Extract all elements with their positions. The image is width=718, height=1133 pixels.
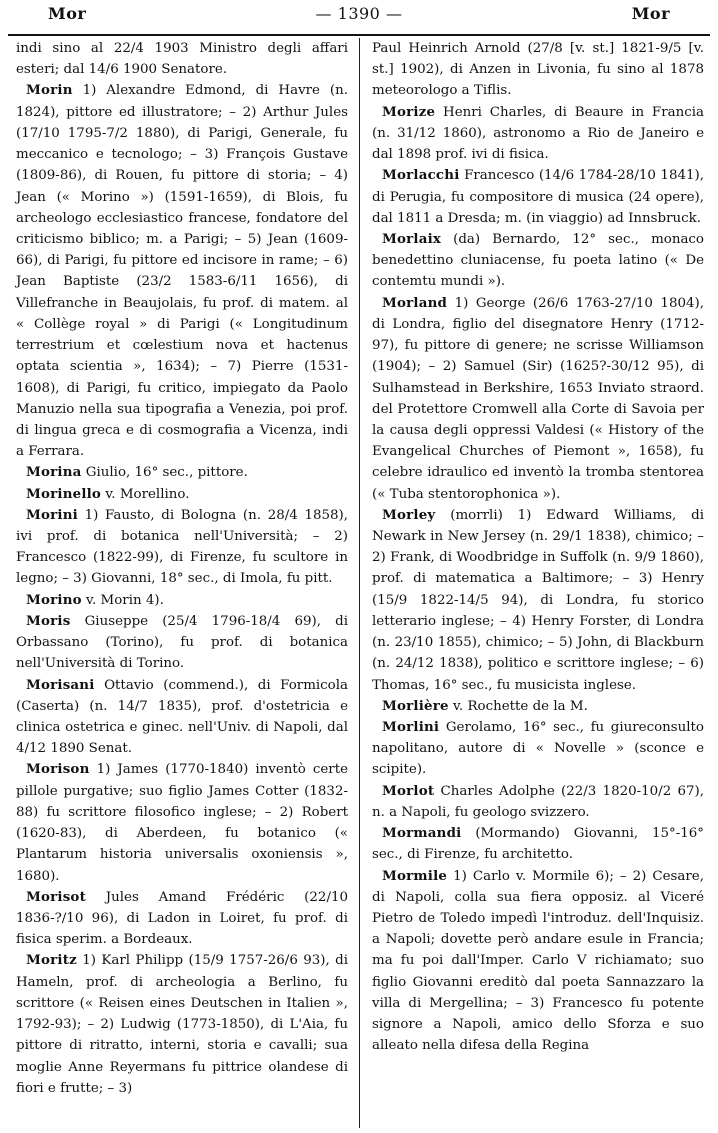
entry-headword: Mormandi [382, 825, 462, 842]
dictionary-entry [372, 823, 704, 865]
dictionary-entry [372, 717, 704, 781]
entry-headword: Moritz [26, 952, 77, 969]
dictionary-entry [16, 759, 348, 886]
entry-headword: Morino [26, 591, 82, 608]
dictionary-entry [16, 590, 348, 611]
dictionary-entry [16, 462, 348, 483]
page-header [8, 4, 710, 28]
entry-text: 1) Carlo v. Mormile 6); – 2) Cesare, di Napoli, colla sua fiera opposiz. al Viceré Pietro de Toledo impedì l'introduz. dell'Inquisiz. a Napoli; dovette però andare esule in Francia; ma fu poi dall'Imper. Carlo V richiamato; suo figlio Giovanni ereditò dal poeta Sannazzaro la villa di Mergellina; – 3) Francesco fu potente signore a Napoli, amico dello Sforza e suo alleato nella difesa della Regina [372, 868, 704, 1054]
column-divider [359, 38, 360, 1128]
dictionary-entry [372, 102, 704, 166]
entry-text: Gerolamo, 16° sec., fu giureconsulto napolitano, autore di « Novelle » (sconce e scipite). [372, 720, 704, 778]
entry-text: 1) Alexandre Edmond, di Havre (n. 1824), pittore ed illustratore; – 2) Arthur Jules (17/10 1795-7/2 1880), di Parigi, Generale, fu meccanico e tecnologo; – 3) François Gustave (1809-86), di Rouen, fu pittore di storia; – 4) Jean (« Morino ») (1591-1659), di Blois, fu archeologo ecclesiastico francese, fondatore del criticismo biblico; m. a Parigi; – 5) Jean (1609-66), di Parigi, fu pittore ed incisore in rame; – 6) Jean Baptiste (23/2 1583-6/11 1656), di Villefranche in Beaujolais, fu prof. di matem. al « Collège royal » di Parigi (« Longitudinum terrestrium et cœlestium nova et hactenus optata scientia », 1634); – 7) Pierre (1531-1608), di Parigi, fu critico, impiegato da Paolo Manuzio nella sua tipografia a Venezia, poi prof. di lingua greca e di cosmografia a Vicenza, indi a Ferrara. [16, 83, 348, 460]
entry-headword: Morley [382, 506, 436, 523]
right-column [372, 38, 704, 1057]
dictionary-entry [372, 505, 704, 696]
entry-headword: Morisani [26, 676, 95, 693]
entry-headword: Moris [26, 612, 71, 629]
entry-headword: Morinello [26, 485, 102, 502]
entry-text: Henri Charles, di Beaure in Francia (n. 31/12 1860), astronomo a Rio de Janeiro e dal 1898 prof. ivi di fisica. [372, 104, 704, 163]
entry-text: v. Rochette de la M. [452, 698, 588, 714]
entry-headword: Morlaix [382, 230, 442, 247]
entry-text: 1) James (1770-1840) inventò certe pillole purgative; suo figlio James Cotter (1832-88) fu scrittore filosofico inglese; – 2) Robert (1620-83), di Aberdeen, fu botanico (« Plantarum historia universalis oxoniensis », 1680). [16, 762, 349, 884]
dictionary-entry [16, 887, 348, 951]
page-number: — 1390 — [315, 4, 403, 23]
dictionary-entry [16, 484, 348, 505]
entry-headword: Morlière [382, 697, 449, 714]
entry-headword: Morlot [382, 782, 435, 799]
entry-text: 1) Fausto, di Bologna (n. 28/4 1858), ivi prof. di botanica nell'Università; – 2) Francesco (1822-99), di Firenze, fu scultore in legno; – 3) Giovanni, 18° sec., di Imola, fu pitt. [16, 507, 348, 587]
entry-text: (Mormando) Giovanni, 15°-16° sec., di Firenze, fu architetto. [372, 826, 704, 863]
dictionary-entry [16, 80, 348, 462]
dictionary-entry [372, 781, 704, 823]
entry-headword: Morison [26, 761, 90, 778]
entry-text: Giulio, 16° sec., pittore. [85, 465, 248, 481]
dictionary-entry [16, 611, 348, 675]
entry-headword: Morisot [26, 888, 86, 905]
dictionary-entry [16, 505, 348, 590]
dictionary-entry [372, 293, 704, 505]
entry-text: Francesco (14/6 1784-28/10 1841), di Perugia, fu compositore di musica (24 opere), dal 1811 a Dresda; m. (in viaggio) ad Innsbruck. [372, 168, 704, 226]
entry-text: Ottavio (commend.), di Formicola (Caserta) (n. 14/7 1835), prof. d'ostetricia e clinica ostetrica e ginec. nell'Univ. di Napoli, dal 4/12 1890 Senat. [16, 677, 348, 757]
running-head-left: Mor [48, 4, 87, 23]
header-rule [8, 34, 710, 36]
entry-text: v. Morin 4). [86, 592, 164, 608]
entry-text: Jules Amand Frédéric (22/10 1836-?/10 96), di Ladon in Loiret, fu prof. di fisica sperim. a Bordeaux. [16, 889, 348, 948]
entry-continuation [372, 38, 704, 102]
entry-text: (da) Bernardo, 12° sec., monaco benedettino cluniacense, fu poeta latino (« De contemtu mundi »). [372, 231, 704, 290]
entry-headword: Morlacchi [382, 167, 460, 184]
entry-headword: Mormile [382, 867, 448, 884]
entry-text: Charles Adolphe (22/3 1820-10/2 67), n. a Napoli, fu geologo svizzero. [372, 783, 704, 820]
entry-text: indi sino al 22/4 1903 Ministro degli affari esteri; dal 14/6 1900 Senatore. [16, 41, 348, 78]
entry-headword: Morlini [382, 719, 440, 735]
entry-headword: Morin [26, 82, 73, 99]
entry-text: (morrli) 1) Edward Williams, di Newark in New Jersey (n. 29/1 1838), chimico; – 2) Frank, di Woodbridge in Suffolk (n. 9/9 1860), prof. di matematica a Baltimore; – 3) Henry (15/9 1822-14/5 94), di Londra, fu storico letterario inglese; – 4) Henry Forster, di Londra (n. 23/10 1855), chimico; – 5) John, di Blackburn (n. 24/12 1838), politico e scrittore inglese; – 6) Thomas, 16° sec., fu musicista inglese. [372, 507, 704, 693]
entry-text: Paul Heinrich Arnold (27/8 [v. st.] 1821-9/5 [v. st.] 1902), di Anzen in Livonia, fu sino al 1878 meteorologo a Tiflis. [372, 41, 704, 99]
dictionary-entry [372, 866, 704, 1057]
entry-headword: Morize [382, 103, 436, 120]
entry-text: 1) George (26/6 1763-27/10 1804), di Londra, figlio del disegnatore Henry (1712-97), fu pittore di genere; ne scrisse Williamson (1904); – 2) Samuel (Sir) (1625?-30/12 95), di Sulhamstead in Berkshire, 1653 Inviato straord. del Protettore Cromwell alla Corte di Savoia per la causa degli oppressi Valdesi (« History of the Evangelical Churches of Piemont », 1658), fu celebre idraulico ed inventò la tromba stentorea (« Tuba stentorophonica »). [372, 295, 704, 502]
dictionary-entry [372, 165, 704, 229]
entry-continuation [16, 38, 348, 80]
entry-headword: Morini [26, 506, 78, 523]
entry-headword: Morland [382, 294, 448, 311]
entry-headword: Morina [26, 464, 82, 481]
running-head-right: Mor [631, 4, 670, 23]
dictionary-entry [372, 229, 704, 293]
entry-text: v. Morellino. [105, 486, 190, 502]
dictionary-entry [372, 696, 704, 717]
entry-text: 1) Karl Philipp (15/9 1757-26/6 93), di Hameln, prof. di archeologia a Berlino, fu scrittore (« Reisen eines Deutschen in Italien », 1792-93); – 2) Ludwig (1773-1850), di L'Aia, fu pittore di ritratto, interni, storia e cavalli; sua moglie Anne Reyermans fu pittrice olandese di fiori e frutte; – 3) [16, 953, 348, 1096]
dictionary-entry [16, 950, 348, 1099]
dictionary-entry [16, 675, 348, 760]
left-column [16, 38, 348, 1099]
entry-text: Giuseppe (25/4 1796-18/4 69), di Orbassano (Torino), fu prof. di botanica nell'Università di Torino. [16, 613, 348, 672]
